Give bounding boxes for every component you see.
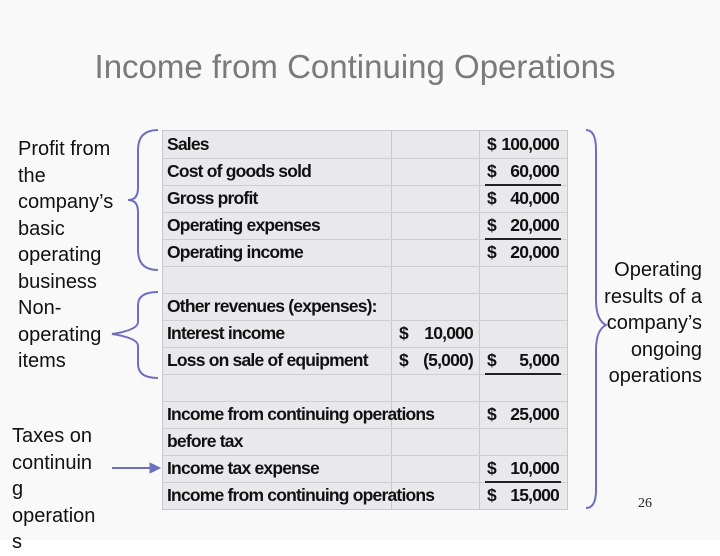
row-label: Income from continuing operations: [167, 404, 435, 424]
annotation-taxes: Taxes on continuin g operation s: [12, 425, 96, 553]
currency-symbol: $: [487, 161, 496, 181]
row-label: Operating income: [167, 242, 303, 262]
row-label: before tax: [167, 431, 243, 451]
currency-symbol: $: [487, 188, 496, 208]
row-label: Operating expenses: [167, 215, 320, 235]
currency-symbol: $: [487, 215, 496, 235]
left-bracket-operating: [128, 130, 158, 270]
amount-value: 5,000: [519, 350, 559, 370]
amount-value: 10,000: [424, 323, 473, 343]
tax-arrow-head: [150, 463, 160, 473]
currency-symbol: $: [487, 404, 496, 424]
amount-value: 25,000: [510, 404, 559, 424]
row-label: Interest income: [167, 323, 285, 343]
annotation-operating-results: Operating results of a company’s ongoing operations: [604, 259, 702, 387]
left-bracket-nonoperating: [112, 292, 158, 378]
page-number: 26: [638, 496, 652, 511]
currency-symbol: $: [399, 323, 408, 343]
currency-symbol: $: [487, 242, 496, 262]
amount-value: 15,000: [510, 485, 559, 505]
amount-value: 100,000: [501, 134, 559, 154]
amount-value: (5,000): [423, 350, 473, 370]
currency-symbol: $: [487, 458, 496, 478]
amount-value: 20,000: [510, 215, 559, 235]
slide-title: Income from Continuing Operations: [94, 48, 616, 85]
right-bracket: [586, 130, 606, 508]
row-label: Loss on sale of equipment: [167, 350, 368, 370]
amount-value: 40,000: [510, 188, 559, 208]
row-label: Income tax expense: [167, 458, 319, 478]
row-label: Other revenues (expenses):: [167, 296, 377, 316]
row-label: Sales: [167, 134, 209, 154]
amount-value: 20,000: [510, 242, 559, 262]
amount-value: 60,000: [510, 161, 559, 181]
row-label: Income from continuing operations: [167, 485, 435, 505]
row-label: Gross profit: [167, 188, 258, 208]
annotation-operating-and-nonoperating: Profit from the company’s basic operating business Non- operating items: [18, 138, 114, 372]
currency-symbol: $: [487, 350, 496, 370]
currency-symbol: $: [487, 134, 496, 154]
currency-symbol: $: [487, 485, 496, 505]
currency-symbol: $: [399, 350, 408, 370]
amount-value: 10,000: [510, 458, 559, 478]
row-label: Cost of goods sold: [167, 161, 312, 181]
